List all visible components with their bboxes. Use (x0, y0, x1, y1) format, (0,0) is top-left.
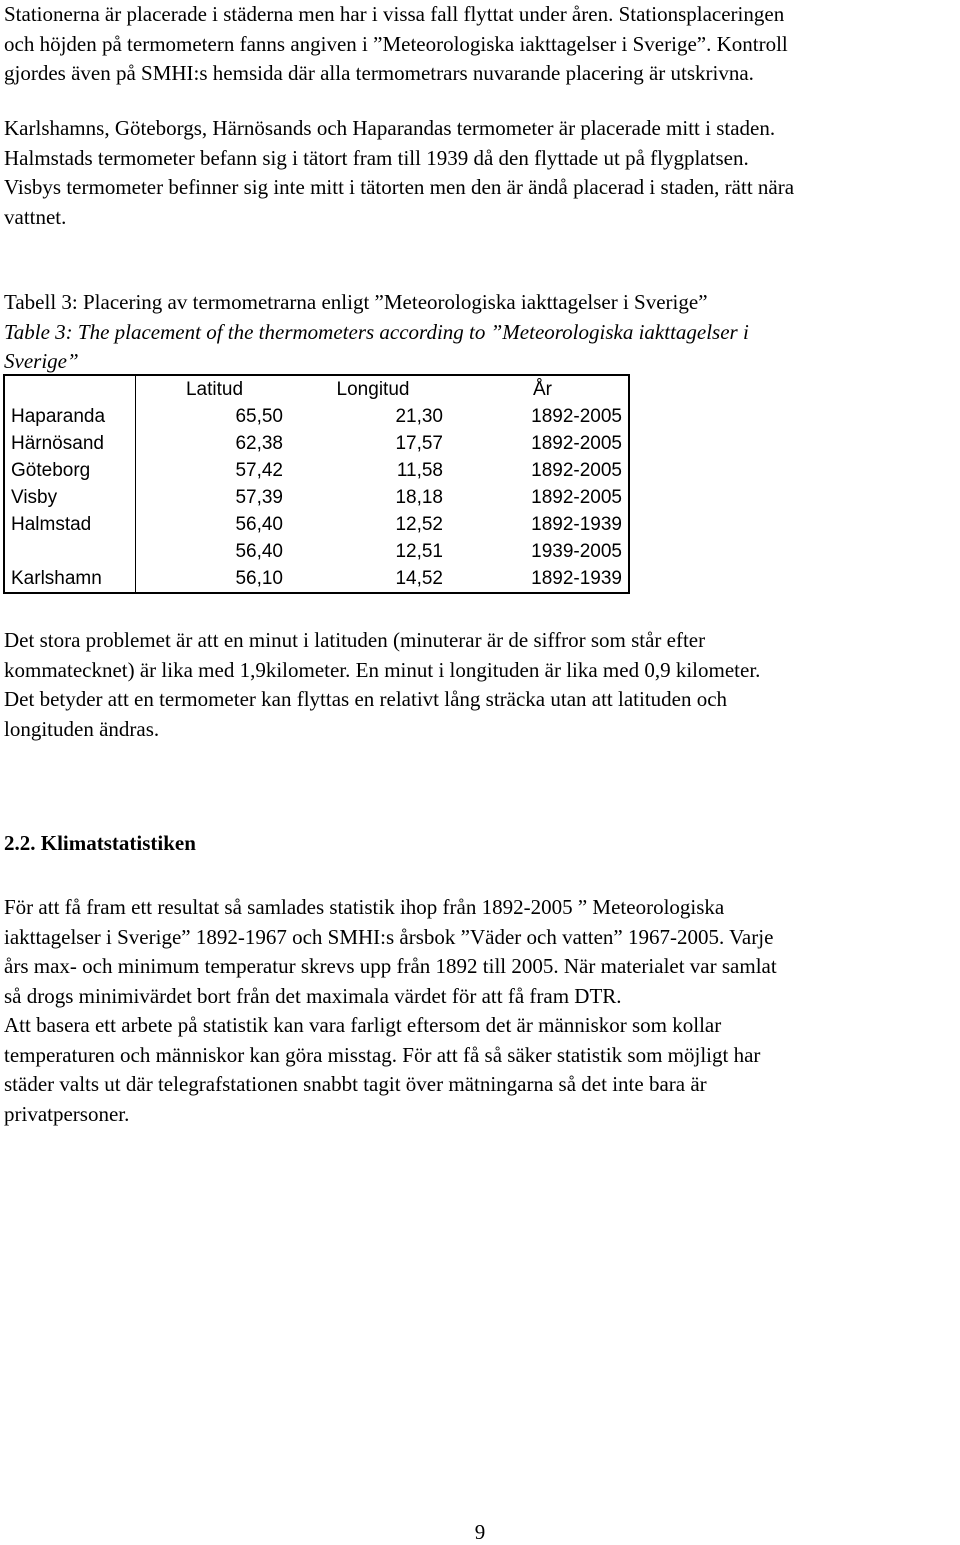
problem-paragraph (4, 626, 960, 744)
caption-swedish: Tabell 3: Placering av termometrarna enligt ”Meteorologiska iakttagelser i Sverige” (4, 290, 708, 314)
year-cell: 1892-1939 (531, 513, 622, 535)
placement-table (3, 374, 630, 594)
year-cell: 1939-2005 (531, 540, 622, 562)
year-cell: 1892-2005 (531, 432, 622, 454)
station-name: Halmstad (4, 511, 136, 538)
longitude-cell: 12,51 (395, 540, 443, 562)
latitude-cell: 62,38 (235, 432, 283, 454)
text-line: så drogs minimivärdet bort från det maximala värdet för att få fram DTR. (4, 983, 622, 1008)
text-line: Det betyder att en termometer kan flyttas en relativt lång sträcka utan att latituden och (4, 687, 728, 711)
latitude-cell: 65,50 (235, 405, 283, 427)
station-name: Karlshamn (4, 565, 136, 593)
caption-english: Table 3: The placement of the thermometers according to ”Meteorologiska iakttagelser i (4, 319, 749, 344)
station-name (4, 538, 136, 565)
table-row (4, 565, 629, 593)
intro-paragraph (4, 0, 960, 89)
table-row (4, 484, 629, 511)
latitude-cell: 56,40 (235, 540, 283, 562)
latitude-cell: 57,42 (235, 459, 283, 481)
text-line: års max- och minimum temperatur skrevs upp från 1892 till 2005. När materialet var samlat (4, 954, 777, 978)
longitude-cell: 14,52 (395, 567, 443, 589)
table-row (4, 430, 629, 457)
placement-paragraph (4, 114, 960, 232)
text-line: Att basera ett arbete på statistik kan vara farligt eftersom det är människor som kollar (4, 1013, 722, 1037)
table-row (4, 538, 629, 565)
header-year: År (533, 378, 552, 400)
year-cell: 1892-2005 (531, 405, 622, 427)
text-line: städer valts ut där telegrafstationen snabbt tagit över mätningarna så det inte bara är (4, 1072, 707, 1096)
text-line: vattnet. (4, 204, 67, 229)
header-longitude: Longitud (336, 378, 410, 400)
text-line: iakttagelser i Sverige” 1892-1967 och SMHI:s årsbok ”Väder och vatten” 1967-2005. Varje (4, 924, 774, 949)
text-line: gjordes även på SMHI:s hemsida där alla termometrars nuvarande placering är utskrivna. (4, 61, 754, 85)
longitude-cell: 17,57 (395, 432, 443, 454)
station-name: Haparanda (4, 403, 136, 430)
text-line: och höjden på termometern fanns angiven i ”Meteorologiska iakttagelser i Sverige”. Kontroll (4, 31, 788, 56)
table-caption (4, 288, 960, 377)
station-name: Visby (4, 484, 136, 511)
text-line: privatpersoner. (4, 1101, 130, 1126)
text-line: Karlshamns, Göteborgs, Härnösands och Haparandas termometer är placerade mitt i staden. (4, 116, 776, 140)
table-row (4, 457, 629, 484)
latitude-cell: 56,10 (235, 567, 283, 589)
text-line: Visbys termometer befinner sig inte mitt i tätorten men den är ändå placerad i staden, rätt nära (4, 175, 795, 199)
caption-english-cont: Sverige” (4, 349, 79, 373)
longitude-cell: 18,18 (395, 486, 443, 508)
latitude-cell: 57,39 (235, 486, 283, 508)
table-header-row (4, 375, 629, 403)
section-heading-text: 2.2. Klimatstatistiken (4, 831, 196, 855)
text-line: kommatecknet) är lika med 1,9kilometer. En minut i longituden är lika med 0,9 kilometer. (4, 657, 761, 682)
longitude-cell: 21,30 (395, 405, 443, 427)
header-latitude: Latitud (185, 378, 244, 400)
section-heading (4, 829, 960, 859)
statistics-paragraph (4, 893, 960, 1129)
year-cell: 1892-2005 (531, 459, 622, 481)
page-number: 9 (474, 1520, 486, 1544)
year-cell: 1892-2005 (531, 486, 622, 508)
longitude-cell: 12,52 (395, 513, 443, 535)
text-line: temperaturen och människor kan göra misstag. För att få så säker statistik som möjligt har (4, 1042, 761, 1067)
text-line: longituden ändras. (4, 716, 160, 741)
year-cell: 1892-1939 (531, 567, 622, 589)
station-name: Göteborg (4, 457, 136, 484)
text-line: Stationerna är placerade i städerna men har i vissa fall flyttat under åren. Stationsplaceringen (4, 2, 785, 26)
table-row (4, 403, 629, 430)
station-name: Härnösand (4, 430, 136, 457)
latitude-cell: 56,40 (235, 513, 283, 535)
header-blank (4, 375, 136, 403)
longitude-cell: 11,58 (396, 459, 443, 481)
text-line: Halmstads termometer befann sig i tätort fram till 1939 då den flyttade ut på flygplatsen. (4, 145, 749, 170)
table-row (4, 511, 629, 538)
text-line: Det stora problemet är att en minut i latituden (minuterar är de siffror som står efter (4, 628, 706, 652)
text-line: För att få fram ett resultat så samlades statistik ihop från 1892-2005 ” Meteorologiska (4, 895, 725, 919)
